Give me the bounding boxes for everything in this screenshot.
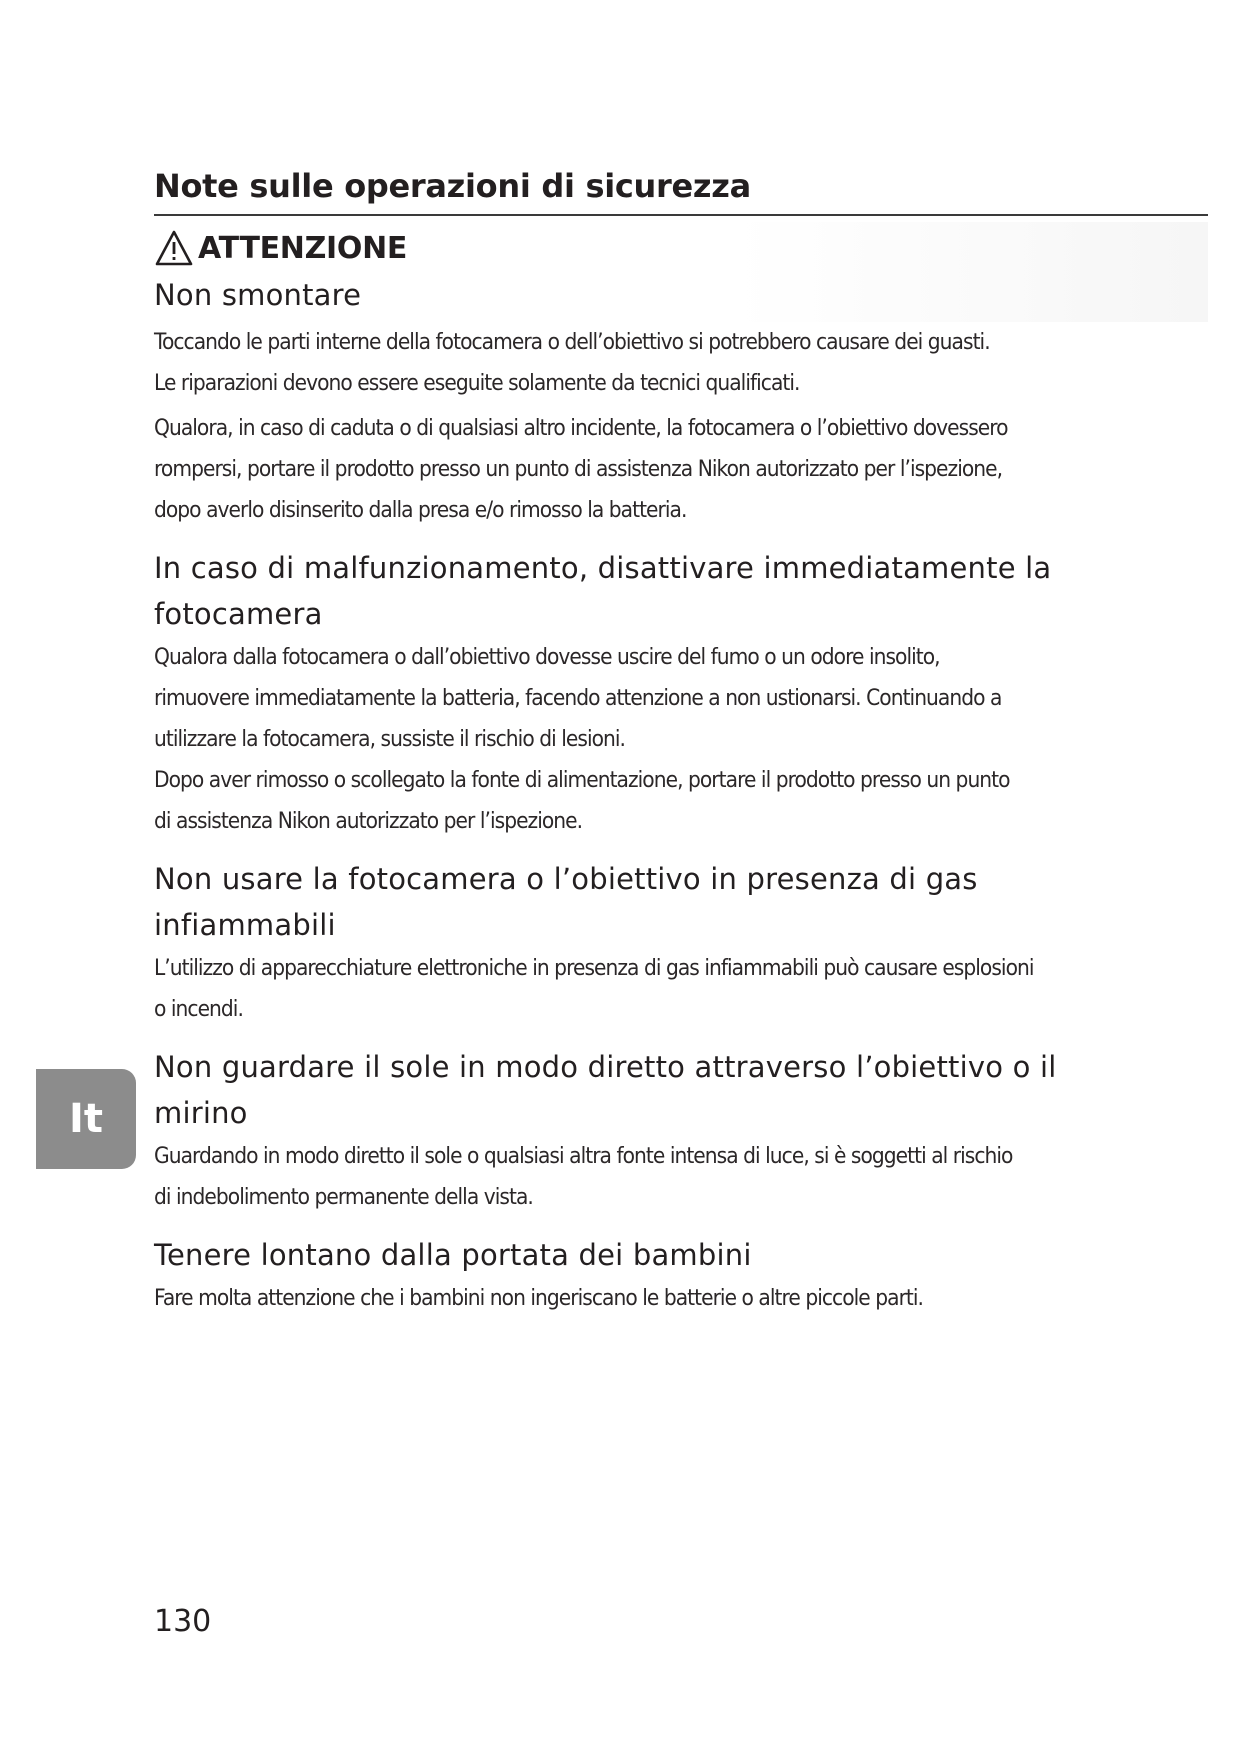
title-rule — [154, 214, 1208, 216]
warning-label: ATTENZIONE — [198, 230, 408, 266]
paragraph-line: o incendi. — [154, 997, 243, 1022]
section-children — [154, 1232, 1114, 1319]
paragraph-line: di indebolimento permanente della vista. — [154, 1185, 533, 1210]
paragraph-line: rompersi, portare il prodotto presso un punto di assistenza Nikon autorizzato per l’ispezione, — [154, 457, 1003, 482]
section-malfunction — [154, 545, 1114, 842]
section-disassembly — [154, 272, 1114, 531]
title-block — [154, 164, 1208, 216]
paragraph-line: di assistenza Nikon autorizzato per l’ispezione. — [154, 809, 583, 834]
section-flammable-gas — [154, 856, 1114, 1030]
section-heading: Tenere lontano dalla portata dei bambini — [154, 1238, 752, 1272]
paragraph-line: L’utilizzo di apparecchiature elettroniche in presenza di gas infiammabili può causare esplosioni — [154, 956, 1034, 981]
section-heading: Non guardare il sole in modo diretto attraverso l’obiettivo o il — [154, 1050, 1057, 1084]
section-heading: fotocamera — [154, 597, 323, 631]
paragraph-line: Le riparazioni devono essere eseguite solamente da tecnici qualificati. — [154, 371, 800, 396]
language-tab-label: It — [68, 1096, 103, 1142]
section-heading: Non smontare — [154, 278, 362, 312]
section-heading: mirino — [154, 1096, 248, 1130]
paragraph-line: utilizzare la fotocamera, sussiste il rischio di lesioni. — [154, 727, 626, 752]
paragraph-line: Qualora dalla fotocamera o dall’obiettivo dovesse uscire del fumo o un odore insolito, — [154, 645, 940, 670]
warning-heading — [154, 226, 407, 270]
paragraph-line: rimuovere immediatamente la batteria, facendo attenzione a non ustionarsi. Continuando a — [154, 686, 1002, 711]
section-heading: infiammabili — [154, 908, 336, 942]
section-heading: In caso di malfunzionamento, disattivare immediatamente la — [154, 551, 1052, 585]
section-sun — [154, 1044, 1114, 1218]
paragraph-line: Qualora, in caso di caduta o di qualsiasi altro incidente, la fotocamera o l’obiettivo dovessero — [154, 416, 1008, 441]
language-tab — [36, 1069, 136, 1169]
paragraph-line: Toccando le parti interne della fotocamera o dell’obiettivo si potrebbero causare dei guasti. — [154, 330, 990, 355]
page-title: Note sulle operazioni di sicurezza — [154, 167, 751, 205]
section-heading: Non usare la fotocamera o l’obiettivo in presenza di gas — [154, 862, 978, 896]
warning-triangle-icon — [154, 229, 194, 267]
page-number: 130 — [154, 1604, 212, 1639]
paragraph-line: Dopo aver rimosso o scollegato la fonte di alimentazione, portare il prodotto presso un punto — [154, 768, 1010, 793]
paragraph-line: dopo averlo disinserito dalla presa e/o rimosso la batteria. — [154, 498, 687, 523]
paragraph-line: Fare molta attenzione che i bambini non ingeriscano le batterie o altre piccole parti. — [154, 1286, 924, 1311]
paragraph-line: Guardando in modo diretto il sole o qualsiasi altra fonte intensa di luce, si è soggetti al rischio — [154, 1144, 1013, 1169]
content — [154, 272, 1114, 1319]
